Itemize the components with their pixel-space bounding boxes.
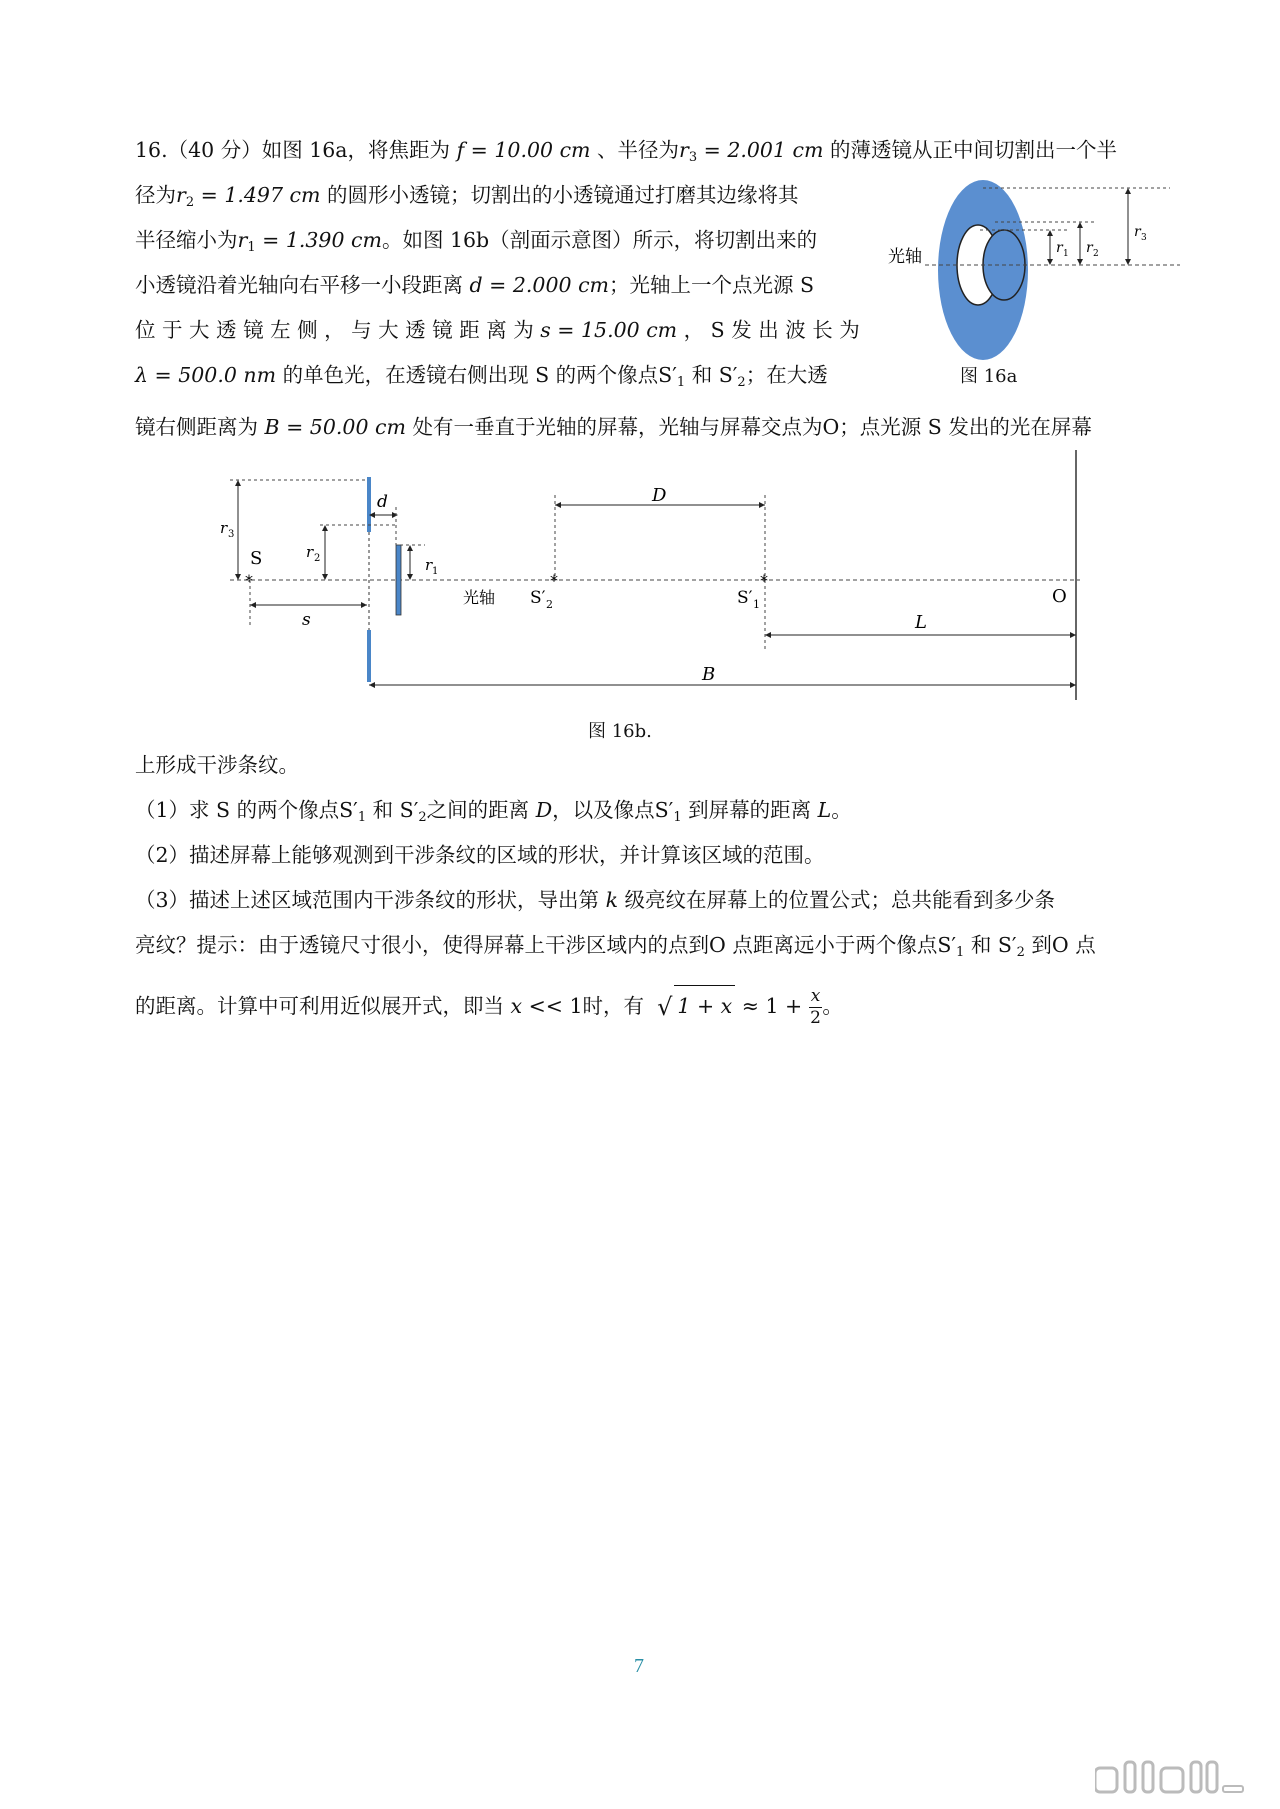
figure-16a [880, 180, 1180, 380]
subscript: 3 [228, 529, 235, 540]
text: ≈ 1 + [741, 994, 803, 1018]
text: 镜右侧距离为 [135, 415, 258, 439]
text: 之间的距离 [426, 798, 530, 822]
math-s1: S′ [654, 798, 674, 822]
question-1 [135, 795, 852, 825]
caption-16a: 图 16a [960, 366, 1018, 387]
math-d: d = 2.000 cm [469, 273, 609, 297]
label-r1: r [425, 556, 433, 574]
label-r3: r [220, 519, 228, 537]
text: 和 [372, 798, 394, 822]
text: 半径缩小为 [135, 228, 238, 252]
math-B: B = 50.00 cm [264, 415, 406, 439]
label-d: d [377, 492, 388, 512]
math-lambda: λ = 500.0 nm [135, 363, 277, 387]
math-s1: S′ [339, 798, 358, 822]
text: 、半径为 [597, 138, 680, 162]
problem-line-3 [135, 225, 817, 255]
source-S-marker: * [245, 571, 253, 590]
page-number: 7 [634, 1655, 644, 1677]
text: （3）描述上述区域范围内干涉条纹的形状，导出第 [135, 888, 600, 912]
question-3-line-3 [135, 985, 843, 1027]
text: 上形成干涉条纹。 [135, 753, 299, 777]
label-D: D [652, 485, 667, 506]
text: 级亮纹在屏幕上的位置公式；总共能看到多少条 [624, 888, 1056, 912]
text: 。如图 16b（剖面示意图）所示，将切割出来的 [381, 228, 818, 252]
subscript: 3 [1141, 233, 1147, 243]
watermark-logo [1095, 1760, 1245, 1796]
subscript: 2 [1093, 249, 1099, 259]
math-s2: S′ [718, 363, 738, 387]
math-r2-value: = 1.497 cm [200, 183, 321, 207]
text: ， S 发 出 波 长 为 [683, 318, 860, 342]
problem-line-2 [135, 180, 798, 210]
optical-axis-label: 光轴 [463, 588, 496, 607]
fraction-denominator: 2 [810, 1008, 821, 1028]
optical-axis-label: 光轴 [888, 247, 922, 267]
label-S1: S′ [737, 588, 753, 608]
fraction-numerator: x [810, 986, 821, 1006]
math-r1: r [237, 228, 248, 252]
large-lens-top [367, 477, 371, 532]
label-L: L [915, 612, 927, 633]
text: 的薄透镜从正中间切割出一个半 [830, 138, 1117, 162]
subscript: 2 [314, 553, 321, 564]
label-r2: r [306, 543, 314, 561]
subscript: 2 [546, 598, 553, 611]
text: （2）描述屏幕上能够观测到干涉条纹的区域的形状，并计算该区域的范围。 [135, 843, 825, 867]
math-s1: S′ [658, 363, 677, 387]
text: 位 于 大 透 镜 左 侧 ， 与 大 透 镜 距 离 为 [135, 318, 534, 342]
subscript: 1 [357, 810, 367, 825]
text: 16.（40 分）如图 16a，将焦距为 [135, 138, 451, 162]
text: ；在大透 [745, 363, 828, 387]
label-r1: r [1056, 240, 1063, 256]
subscript: 1 [753, 598, 760, 611]
problem-line-8 [135, 750, 299, 780]
question-3-line-2 [135, 930, 1096, 960]
math-s2: S′ [997, 933, 1017, 957]
problem-line-1 [135, 135, 1117, 165]
text: << 1时，有 [528, 994, 645, 1018]
math-x: x [510, 994, 523, 1018]
small-lens [396, 545, 401, 615]
label-B: B [702, 664, 716, 685]
image-S1-marker: * [760, 571, 768, 590]
text: 径为 [135, 183, 176, 207]
math-f: f = 10.00 cm [456, 138, 591, 162]
label-s: s [302, 610, 311, 630]
sqrt-sign: √ [657, 993, 673, 1021]
text: 的单色光，在透镜右侧出现 S 的两个像点 [282, 363, 659, 387]
math-k: k [605, 888, 619, 912]
math-D: D [535, 798, 553, 822]
math-r2: r [176, 183, 186, 207]
math-L: L [817, 798, 832, 822]
caption-16b: 图 16b. [588, 721, 652, 742]
label-S: S [250, 548, 263, 569]
text: 到屏幕的距离 [688, 798, 812, 822]
label-r2: r [1086, 240, 1093, 256]
text: ；光轴上一个点光源 S [609, 273, 815, 297]
math-r3-value: = 2.001 cm [703, 138, 824, 162]
figure-16b [210, 445, 1110, 715]
text: 亮纹？提示：由于透镜尺寸很小，使得屏幕上干涉区域内的点到O 点距离远小于两个像点 [135, 933, 938, 957]
label-O: O [1052, 586, 1067, 607]
subscript: 1 [1063, 249, 1069, 259]
subscript: 1 [676, 375, 686, 390]
text: 处有一垂直于光轴的屏幕，光轴与屏幕交点为O；点光源 S 发出的光在屏幕 [412, 415, 1092, 439]
text: 。 [831, 798, 852, 822]
subscript: 3 [688, 150, 698, 165]
problem-line-5 [135, 315, 860, 345]
text: 。 [822, 994, 843, 1018]
label-S2: S′ [530, 588, 546, 608]
math-fraction [809, 988, 823, 1027]
subscript: 1 [956, 945, 965, 960]
label-r3: r [1134, 224, 1141, 240]
subscript: 2 [737, 375, 746, 390]
subscript: 1 [673, 810, 682, 825]
problem-line-7 [135, 412, 1092, 442]
subscript: 1 [247, 240, 256, 255]
large-lens-bottom [367, 630, 371, 682]
text: ，以及像点 [552, 798, 655, 822]
math-r3: r [679, 138, 689, 162]
text: 的圆形小透镜；切割出的小透镜通过打磨其边缘将其 [326, 183, 799, 207]
math-r1-value: = 1.390 cm [262, 228, 382, 252]
problem-line-6 [135, 360, 828, 390]
text: 和 [970, 933, 992, 957]
subscript: 1 [432, 566, 439, 577]
subscript: 2 [1016, 945, 1025, 960]
subscript: 2 [418, 810, 427, 825]
math-s: s = 15.00 cm [540, 318, 678, 342]
subscript: 2 [185, 195, 195, 210]
math-sqrt-arg: 1 + x [674, 985, 735, 1026]
text: 到O 点 [1031, 933, 1096, 957]
text: 小透镜沿着光轴向右平移一小段距离 [135, 273, 463, 297]
math-s1: S′ [937, 933, 957, 957]
text: （1）求 S 的两个像点 [135, 798, 340, 822]
text: 和 [691, 363, 713, 387]
question-3-line-1 [135, 885, 1055, 915]
math-s2: S′ [399, 798, 419, 822]
problem-line-4 [135, 270, 814, 300]
image-S2-marker: * [550, 571, 558, 590]
text: 的距离。计算中可利用近似展开式，即当 [135, 994, 504, 1018]
question-2 [135, 840, 825, 870]
